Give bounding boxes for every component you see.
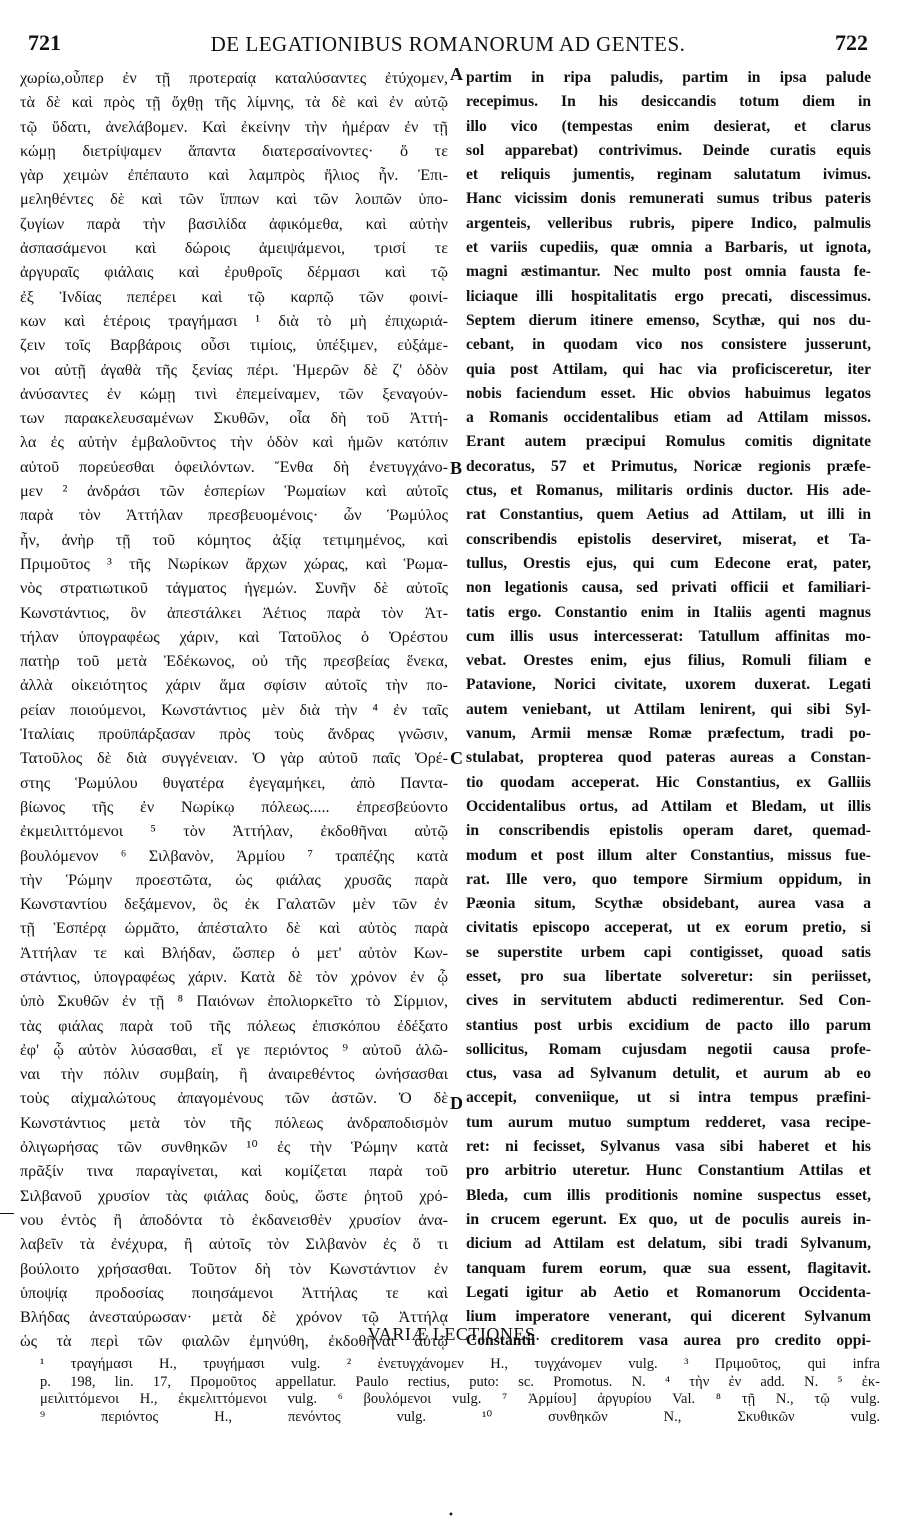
greek-text-line: Πριμοῦτος ³ τῆς Νωρίκων ἄρχων χώρας, καὶ Ῥωμα- — [20, 554, 448, 573]
greek-text-line: βίωνος τῆς ἐν Νωρίκῳ πόλεως..... ἐπρεσβεύοντο — [20, 797, 448, 816]
margin-letter-b: B — [450, 458, 463, 478]
latin-text-line: accepit, conveniique, ut si intra tempus præfini- — [466, 1089, 871, 1107]
latin-text-line: conscribendis epistolis deserviret, miserat, et Ta- — [466, 530, 871, 548]
latin-text-line: decoratus, 57 et Primutus, Noricæ regionis præfe- — [466, 457, 871, 475]
greek-text-line: Τατοῦλος δὲ διὰ συγγένειαν. Ὁ γὰρ αὐτοῦ παῖς Ὀρέ- — [20, 749, 448, 768]
latin-text-line: tum aurum mutuo sumptum redderet, vasa recipe- — [466, 1113, 871, 1131]
greek-text-line: τὰ δὲ καὶ πρὸς τῇ ὄχθῃ τῆς λίμνης, τὰ δὲ καὶ ἐν αὐτῷ — [20, 93, 448, 112]
latin-text-line: esset, pro sua libertate solveretur: sin periisset, — [466, 967, 871, 985]
latin-text-line: cum illis usus intercesserat: Tatullum affinitas mo- — [466, 627, 871, 645]
running-title: DE LEGATIONIBUS ROMANORUM AD GENTES. — [210, 32, 686, 56]
latin-text-line: rat Constantius, quem Aetius ad Attilam, ut illi in — [466, 506, 871, 524]
latin-text-line: se superstite urbem capi contigisset, quoad satis — [466, 943, 871, 961]
latin-text-line: Septem dierum itinere emenso, Scythæ, qui nos du- — [466, 311, 871, 329]
greek-text-line: ναι τὴν πόλιν συμβαίη, ἢ ἀναιρεθέντος ὠνήσασθαι — [20, 1065, 448, 1084]
latin-text-line: Erant autem præcipui Romulus comitis dignitate — [466, 433, 871, 451]
latin-text-line: modum et post illum alter Constantius, missus fue- — [466, 846, 871, 864]
greek-text-line: ἐξ Ἰνδίας πεπέρει καὶ τῷ καρπῷ τῶν φοινί- — [20, 287, 448, 306]
greek-text-line: τήλαν ὑπογραφέως χάριν, καὶ Τατοῦλος ὁ Ὀρέστου — [20, 627, 448, 646]
variant-note-line: ¹ τραγήμασι H., τρυγήμασι vulg. ² ἐνετυγχάνομεν H., τυγχάνομεν vulg. ³ Πριμοῦτος, qui infra — [40, 1356, 880, 1372]
greek-text-line: κων καὶ ἑτέροις τραγήμασι ¹ διὰ τὸ μὴ ἐπιχωριά- — [20, 311, 448, 330]
variae-lectiones-notes — [40, 1356, 880, 1426]
greek-text-line: μεληθέντες δὲ καὶ τῶν ἵππων καὶ τῶν λοιπῶν ὑπο- — [20, 190, 448, 209]
latin-text-line: Constantii creditorem vasa aurea pro credito oppi- — [466, 1332, 871, 1350]
latin-text-line: stantius post urbis excidium de pacto illo parum — [466, 1016, 871, 1034]
greek-text-line: τῇ Ἑσπέρᾳ ὡρμᾶτο, ἀπέσταλτο δὲ καὶ αὐτὸς παρὰ — [20, 919, 448, 938]
latin-text-line: ret: ni fecisset, Sylvanus vasa sibi haberet et his — [466, 1138, 871, 1156]
latin-text-line: Hanc vicissim donis remunerati sumus tribus pateris — [466, 190, 871, 208]
greek-text-line: ἀλλὰ οἰκειότητος χάριν ἅμα σφίσιν αὐτοῖς τὴν πο- — [20, 676, 448, 695]
latin-text-line: partim in ripa paludis, partim in ipsa palude — [466, 69, 871, 86]
greek-text-line: τοὺς αἰχμαλώτους ἀπαγομένους τῶν ἀστῶν. Ὁ δὲ — [20, 1089, 448, 1108]
latin-text-line: magni æstimantur. Nec multo post omnia fausta fe- — [466, 263, 871, 281]
variant-note-line: p. 198, lin. 17, Προμοῦτος appellatur. Paulo rectius, puto: sc. Promotus. N. ⁴ τὴν ἐν add. N. ⁵ ἐκ- — [40, 1373, 880, 1390]
greek-text-line: ὀλιγωρήσας τῶν συνθηκῶν ¹⁰ ἐς τὴν Ῥώμην κατὰ — [20, 1138, 448, 1157]
latin-text-line: autem veniebant, ut Attilam lenirent, qui sibi Syl- — [466, 700, 871, 718]
greek-text-line: στάντιος, ὑπογραφέως χάριν. Κατὰ δὲ τὸν χρόνον ἐν ᾧ — [20, 967, 448, 986]
greek-text-line: ὑποψίᾳ προδοσίας ποιησάμενοι Ἀττήλας τε καὶ — [20, 1283, 448, 1302]
margin-letter-d: D — [450, 1093, 463, 1113]
latin-text-line: vanum, Armii mensæ Romæ præfectum, tradi po- — [466, 725, 871, 743]
greek-text-line: μεν ² ἀνδράσι τῶν ἑσπερίων Ῥωμαίων καὶ αὐτοῖς — [20, 482, 448, 501]
greek-text-line: ὡς τὰ περὶ τῶν φιαλῶν ἐμηνύθη, ἐκδοθῆναι αὐτῷ — [20, 1332, 448, 1351]
greek-text-line: βούλοιτο χρήσασθαι. Τοῦτον δὴ τὸν Κωνστάντιον ἐν — [20, 1259, 448, 1278]
greek-text-column — [20, 66, 448, 1354]
latin-text-line: tullus, Orestis ejus, qui cum Edecone erat, pater, — [466, 554, 871, 572]
greek-text-line: ζυγίων παρὰ τὴν βασιλίδα ἀφικόμεθα, καὶ αὐτὴν — [20, 214, 448, 233]
variant-note-line: μειλιττόμενοι H., ἐκμελιττόμενοι vulg. ⁶ βουλόμενοι vulg. ⁷ Ἀρμίου] ἀργυρίου Val. ⁸ τῇ N., τῷ vulg. — [40, 1391, 880, 1407]
latin-text-line: nobis faciendum esset. Hic obvios habuimus legatos — [466, 384, 871, 402]
latin-text-line: quia post Attilam, qui hac via proficisceretur, iter — [466, 360, 871, 378]
running-header — [28, 30, 868, 60]
latin-text-line: cives in servitutem abducti redimerentur. Sed Con- — [466, 992, 871, 1010]
margin-rule — [0, 1213, 14, 1214]
greek-text-line: ἀσπασάμενοι καὶ δώροις ἀμειψάμενοι, τρισί τε — [20, 239, 448, 258]
latin-text-line: civitatis episcopo acceperat, ut ex eorum pretio, si — [466, 919, 871, 937]
greek-text-line: ζειν τοῖς Βαρβάροις οὖσι τιμίοις, ὑπέξιμεν, εὐξάμε- — [20, 336, 448, 355]
greek-text-line: νοι αὐτῇ ἀγαθὰ τῆς ξενίας πέρι. Ἡμερῶν δὲ ζ' ὁδὸν — [20, 360, 448, 379]
latin-text-line: ctus, vasa ad Sylvanum detulit, et aurum ab eo — [466, 1065, 871, 1083]
footer-mark: • — [448, 1510, 454, 1521]
latin-text-line: Occidentalibus ortus, ad Attilam et Bledam, ut illis — [466, 797, 871, 815]
greek-text-line: ρείαν ποιούμενοι, Κωνστάντιος μὲν διὰ τὴν ⁴ ἐν ταῖς — [20, 700, 448, 719]
latin-text-line: et variis cupediis, quæ omnia a Barbaris, ut ignota, — [466, 239, 871, 257]
greek-text-line: νὸς στρατιωτικοῦ τάγματος ἡγεμών. Συνῆν δὲ αὐτοῖς — [20, 579, 448, 598]
greek-text-line: ἦν, ἀνὴρ τῇ τοῦ κόμητος ἀξίᾳ τετιμημένος, καὶ — [20, 530, 448, 549]
latin-text-line: Legati igitur ab Aetio et Romanorum Occidenta- — [466, 1283, 871, 1301]
margin-letter-c: C — [450, 748, 463, 768]
greek-text-line: τῷ ὕδατι, ἀνελάβομεν. Καὶ ἐκείνην τὴν ἡμέραν ἐν τῇ — [20, 117, 448, 136]
latin-text-line: rat. Ille vero, quo tempore Sirmium oppidum, in — [466, 870, 871, 888]
greek-text-line: τὰς φιάλας παρὰ τοῦ τῆς πόλεως ἐπισκόπου ἐδέξατο — [20, 1016, 448, 1035]
greek-text-line: Ἀττήλαν τε καὶ Βλήδαν, ὥσπερ ὁ μετ' αὐτὸν Κων- — [20, 943, 448, 962]
greek-text-line: Σιλβανοῦ χρυσίον τὰς φιάλας δοὺς, ὥστε ῥητοῦ χρό- — [20, 1186, 448, 1205]
greek-text-line: ἐκμειλιττόμενοι ⁵ τὸν Ἀττήλαν, ἐκδοθῆναι αὐτῷ — [20, 822, 448, 841]
latin-text-line: Pæonia situm, Scythæ obsidebant, aurea vasa a — [466, 895, 871, 913]
variae-lectiones-heading: VARIÆ LECTIONES. — [367, 1324, 541, 1344]
greek-text-line: Ἰταλίαις προϋπάρξασαν πρὸς τοὺς ἄνδρας γνῶσιν, — [20, 725, 448, 744]
greek-text-line: ὑπὸ Σκυθῶν ἐν τῇ ⁸ Παιόνων ἐπολιορκεῖτο τὸ Σίρμιον, — [20, 992, 448, 1011]
greek-text-line: Βλήδας ἀνεσταύρωσαν· μετὰ δὲ χρόνον τῷ Ἀττήλᾳ — [20, 1308, 448, 1327]
latin-text-line: et reliquis jumentis, reginam salutatum ivimus. — [466, 166, 871, 184]
greek-text-line: στης Ῥωμύλου θυγατέρα ἐγεγαμήκει, ἀπὸ Παντα- — [20, 773, 448, 792]
greek-text-line: παρὰ τὸν Ἀττήλαν πρεσβευομένοις· ὧν Ῥωμύλος — [20, 506, 448, 525]
greek-text-line: βουλόμενον ⁶ Σιλβανὸν, Ἀρμίου ⁷ τραπέζης κατὰ — [20, 846, 448, 865]
greek-text-line: πρᾶξίν τινα παραγίνεται, καὶ κομίζεται παρὰ τοῦ — [20, 1162, 448, 1181]
latin-text-line: cebant, in quodam vico nos consistere jusserunt, — [466, 336, 871, 354]
latin-text-line: non legationis causa, sed privati officii et familiari- — [466, 579, 871, 597]
greek-text-line: νου ἐντὸς ἢ ἀποδόντα τὸ ἐκδανεισθὲν χρυσίον ἀνα- — [20, 1210, 448, 1229]
right-page-number: 722 — [835, 30, 868, 55]
latin-text-line: liciaque illi hospitalitatis ergo precati, discessimus. — [466, 287, 871, 305]
latin-text-line: a Romanis occidentalibus etiam ad Attilam missos. — [466, 409, 871, 427]
greek-text-line: λα ἐς αὐτὴν ἐμβαλοῦντος τὴν ὁδὸν καὶ ἡμῶν κατόπιν — [20, 433, 448, 452]
latin-text-column — [466, 66, 871, 1354]
greek-text-line: λαβεῖν τὰ ἐνέχυρα, ἢ αὐτοῖς τὸν Σιλβανὸν ἐς ὅ τι — [20, 1235, 448, 1254]
greek-text-line: γὰρ χειμὼν ἐπέπαυτο καὶ λαμπρὸς ἥλιος ἦν. Ἐπι- — [20, 166, 448, 185]
greek-text-line: ἀργυραῖς φιάλαις καὶ ἐρυθροῖς δέρμασι καὶ τῷ — [20, 263, 448, 282]
latin-text-line: tio quodam acceperat. Hic Constantius, ex Galliis — [466, 773, 871, 791]
latin-text-line: sollicitus, Romam cujusdam negotii causa profe- — [466, 1040, 871, 1058]
latin-text-line: vebat. Orestes enim, ejus filius, Romuli filiam e — [466, 652, 871, 670]
latin-text-line: illo vico (tempestas enim desierat, et clarus — [466, 117, 871, 135]
greek-text-line: Κωνσταντίου δεξάμενον, ὃς ἐκ Γαλατῶν μὲν τῶν ἐν — [20, 895, 448, 914]
greek-text-line: κώμῃ διετρίψαμεν ἅπαντα διατερσαίνοντες· ὅ τε — [20, 141, 448, 160]
greek-text-line: χωρίω,οὗπερ ἐν τῇ προτεραίᾳ καταλύσαντες ἐτύχομεν, — [20, 69, 448, 87]
latin-text-line: recepimus. In his desiccandis totum diem in — [466, 93, 871, 111]
greek-text-line: αὐτοῦ πορεύεσθαι ὀφειλόντων. Ἔνθα δὴ ἐνετυγχάνο- — [20, 457, 448, 476]
left-page-number: 721 — [28, 30, 61, 55]
greek-text-line: Κωνστάντιος, ὃν ἀπεστάλκει Ἀέτιος παρὰ τὸν Ἀτ- — [20, 603, 448, 622]
latin-text-line: Patavione, Norici civitate, uxorem duxerat. Legati — [466, 676, 871, 694]
margin-letter-a: A — [450, 64, 463, 84]
latin-text-line: tatis ergo. Constantio enim in Italiis agenti magnus — [466, 603, 871, 621]
latin-text-line: in conscribendis epistolis operam daret, quemad- — [466, 822, 871, 840]
greek-text-line: ἀνύσαντες ἐν κώμῃ τινὶ ἐπεμείναμεν, τῶν ξεναγούν- — [20, 384, 448, 403]
latin-text-line: in crucem egerunt. Ex quo, ut de poculis aureis in- — [466, 1210, 871, 1228]
latin-text-line: sol apparebat) contrivimus. Deinde curatis equis — [466, 141, 871, 159]
latin-text-line: argenteis, velleribus rubris, pipere Indico, palmulis — [466, 214, 871, 232]
greek-text-line: πατὴρ τοῦ μετὰ Ἐδέκωνος, οὐ τῆς πρεσβείας ἕνεκα, — [20, 652, 448, 671]
greek-text-line: τὴν Ῥώμην προεστῶτα, ὡς φιάλας χρυσᾶς παρὰ — [20, 870, 448, 889]
latin-text-line: tanquam furem eorum, quæ sua essent, flagitavit. — [466, 1259, 871, 1277]
greek-text-line: ἐφ' ᾧ αὐτὸν λύσασθαι, εἴ γε περιόντος ⁹ αὐτοῦ ἁλῶ- — [20, 1040, 448, 1059]
variant-note-line: ⁹ περιόντος H., πενόντος vulg. ¹⁰ συνθηκῶν N., Σκυθικῶν vulg. — [40, 1408, 880, 1425]
greek-text-line: των παρακελευσαμένων Σκυθῶν, οἷα δὴ τοῦ Ἀττή- — [20, 409, 448, 428]
latin-text-line: stulabat, propterea quod pateras aureas a Constan- — [466, 749, 871, 767]
latin-text-line: dicium ad Attilam est delatum, sibi tradi Sylvanum, — [466, 1235, 871, 1253]
latin-text-line: Bleda, cum illis proditionis nomine suspectus esset, — [466, 1186, 871, 1204]
greek-text-line: Κωνστάντιος μετὰ τὸν τῆς πόλεως ἀνδραποδισμὸν — [20, 1113, 448, 1132]
latin-text-line: ctus, et Romanus, militaris ordinis ductor. His ade- — [466, 482, 871, 500]
latin-text-line: pro arbitrio uteretur. Hunc Constantium Attilas et — [466, 1162, 871, 1180]
latin-text-line: lium imperatore venerant, qui dicerent Sylvanum — [466, 1308, 871, 1326]
